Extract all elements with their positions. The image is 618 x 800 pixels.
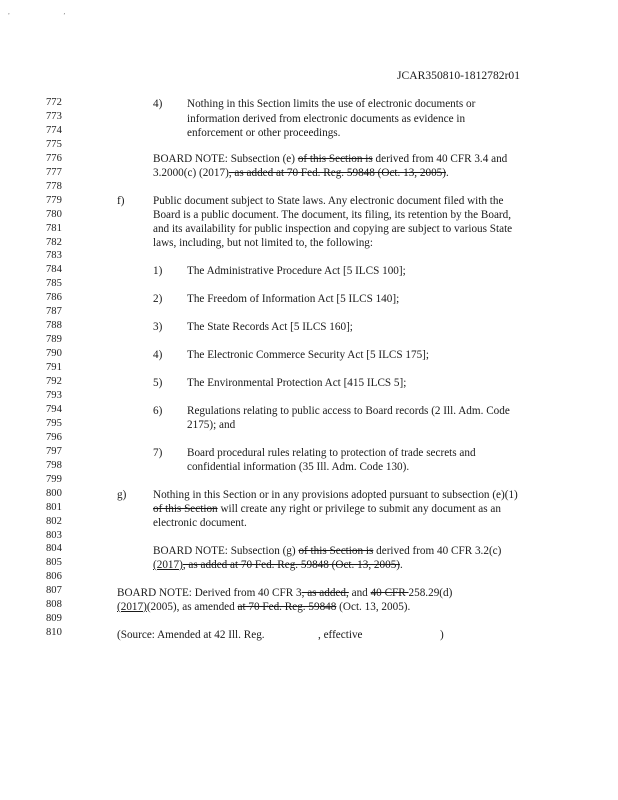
line-number: 789 <box>46 334 62 346</box>
board-note-final-line-2 <box>117 601 410 613</box>
line-number: 790 <box>46 348 62 360</box>
document-id: JCAR350810-1812782r01 <box>397 69 521 82</box>
sub-item-4-number: 4) <box>153 349 163 361</box>
line-number: 794 <box>46 403 62 415</box>
sub-item-7-line-2: confidential information (35 Ill. Adm. Code 130). <box>187 461 410 473</box>
item-e4-line-1: Nothing in this Section limits the use of electronic documents or <box>187 98 476 110</box>
line-number: 798 <box>46 459 62 471</box>
line-number: 787 <box>46 306 62 318</box>
line-number: 808 <box>46 599 62 611</box>
line-number: 810 <box>46 627 62 639</box>
sub-item-5-number: 5) <box>153 377 163 389</box>
sub-item-1-text: The Administrative Procedure Act [5 ILCS 100]; <box>187 265 406 277</box>
line-number: 795 <box>46 417 62 429</box>
line-number: 778 <box>46 180 62 192</box>
board-note-g-struck: of this Section is <box>298 545 374 557</box>
sub-item-3-text: The State Records Act [5 ILCS 160]; <box>187 321 353 333</box>
board-note-e-end: . <box>446 167 449 179</box>
line-number: 781 <box>46 222 62 234</box>
line-number: 792 <box>46 376 62 387</box>
board-note-final-struck-1: , as added, <box>301 587 349 599</box>
board-note-final-line-1 <box>117 587 452 599</box>
item-f-label: f) <box>117 195 125 207</box>
line-number: 786 <box>46 292 62 304</box>
board-note-final-struck-3: at 70 Fed. Reg. 59848 <box>237 601 337 613</box>
board-note-g-line-1 <box>153 545 501 557</box>
line-number: 775 <box>46 138 62 150</box>
item-f-line-4: laws, including, but not limited to, the following: <box>153 237 374 249</box>
line-number: 802 <box>46 515 62 527</box>
board-note-e-struck-citation: , as added at 70 Fed. Reg. 59848 (Oct. 13, 2005) <box>228 167 446 179</box>
board-note-g-prefix: BOARD NOTE: Subsection (g) <box>153 545 299 557</box>
sub-item-4-text: The Electronic Commerce Security Act [5 ILCS 175]; <box>187 349 430 361</box>
line-number: 779 <box>46 194 62 206</box>
board-note-final-struck-2: 40 CFR <box>370 587 409 599</box>
sub-item-7-number: 7) <box>153 447 163 459</box>
line-number: 796 <box>46 431 62 443</box>
item-g-line-1: Nothing in this Section or in any provisions adopted pursuant to subsection (e)(1) <box>153 489 518 501</box>
item-f-line-1: Public document subject to State laws. Any electronic document filed with the <box>153 195 504 207</box>
board-note-g-underlined: (2017) <box>153 559 183 571</box>
board-note-final-prefix: BOARD NOTE: Derived from 40 CFR 3 <box>117 587 302 599</box>
source-note-a: (Source: Amended at 42 Ill. Reg. <box>117 629 265 641</box>
line-number: 803 <box>46 529 62 541</box>
line-number: 807 <box>46 585 62 597</box>
sub-item-1-number: 1) <box>153 265 163 277</box>
board-note-e-line-1 <box>153 153 507 165</box>
item-g-line-2 <box>153 503 501 515</box>
board-note-e-prefix: BOARD NOTE: Subsection (e) <box>153 153 298 165</box>
item-f-line-2: Board is a public document. The document, its filing, its retention by the Board, <box>153 209 512 221</box>
sub-item-6-number: 6) <box>153 405 163 417</box>
sub-item-2-number: 2) <box>153 293 163 305</box>
board-note-g-rest: derived from 40 CFR 3.2(c) <box>373 545 502 557</box>
item-g-struck: of this Section <box>153 503 218 515</box>
item-g-label: g) <box>117 489 127 501</box>
line-number: 793 <box>46 389 62 401</box>
board-note-final-plain: (2005), as amended <box>146 601 238 613</box>
sub-item-2-text: The Freedom of Information Act [5 ILCS 140]; <box>187 293 400 305</box>
board-note-final-part: 258.29(d) <box>408 587 453 599</box>
line-number: 809 <box>46 613 62 625</box>
line-number: 780 <box>46 208 62 220</box>
line-number: 784 <box>46 264 62 276</box>
board-note-e-citation: 3.2000(c) (2017) <box>153 167 229 179</box>
line-number: 782 <box>46 236 62 248</box>
line-number: 785 <box>46 278 62 290</box>
board-note-g-struck-citation: , as added at 70 Fed. Reg. 59848 (Oct. 13, 2005) <box>182 559 401 571</box>
line-number: 805 <box>46 557 62 569</box>
line-number: 774 <box>46 124 62 136</box>
line-number: 783 <box>46 250 62 262</box>
line-number: 800 <box>46 487 62 499</box>
line-number: 788 <box>46 320 62 332</box>
scan-specks: , , <box>8 8 92 16</box>
line-number: 801 <box>46 501 62 513</box>
source-note-c: ) <box>440 629 444 641</box>
board-note-g-line-2 <box>153 559 403 571</box>
line-number: 804 <box>46 543 62 555</box>
item-g-line-3: electronic document. <box>153 517 247 529</box>
line-number: 776 <box>46 152 62 164</box>
line-number: 791 <box>46 362 62 374</box>
board-note-e-rest: derived from 40 CFR 3.4 and <box>372 153 508 165</box>
board-note-e-line-2 <box>153 167 449 179</box>
item-e4-line-3: enforcement or other proceedings. <box>187 127 341 139</box>
item-f-line-3: and its availability for public inspection and copying are subject to various State <box>153 223 513 235</box>
board-note-final-end: (Oct. 13, 2005). <box>336 601 411 613</box>
sub-item-6-line-2: 2175); and <box>187 419 236 431</box>
board-note-e-struck: of this Section is <box>297 153 373 165</box>
sub-item-5-text: The Environmental Protection Act [415 ILCS 5]; <box>187 377 407 389</box>
board-note-final-underlined: (2017) <box>117 601 147 613</box>
sub-item-7-line-1: Board procedural rules relating to protection of trade secrets and <box>187 447 476 459</box>
line-number: 777 <box>46 166 62 178</box>
line-number: 799 <box>46 473 62 485</box>
item-g-line-2-rest: will create any right or privilege to submit any document as an <box>217 503 501 515</box>
item-e4-line-2: information derived from electronic documents as evidence in <box>187 113 466 125</box>
item-e4-number: 4) <box>153 98 163 110</box>
board-note-final-mid: and <box>348 587 371 599</box>
line-number: 773 <box>46 111 62 122</box>
line-number: 797 <box>46 445 62 457</box>
sub-item-3-number: 3) <box>153 321 163 333</box>
line-number: 772 <box>46 97 62 108</box>
board-note-g-end: . <box>400 559 403 571</box>
source-note-b: , effective <box>318 629 363 641</box>
sub-item-6-line-1: Regulations relating to public access to Board records (2 Ill. Adm. Code <box>187 405 510 417</box>
line-number: 806 <box>46 571 62 583</box>
